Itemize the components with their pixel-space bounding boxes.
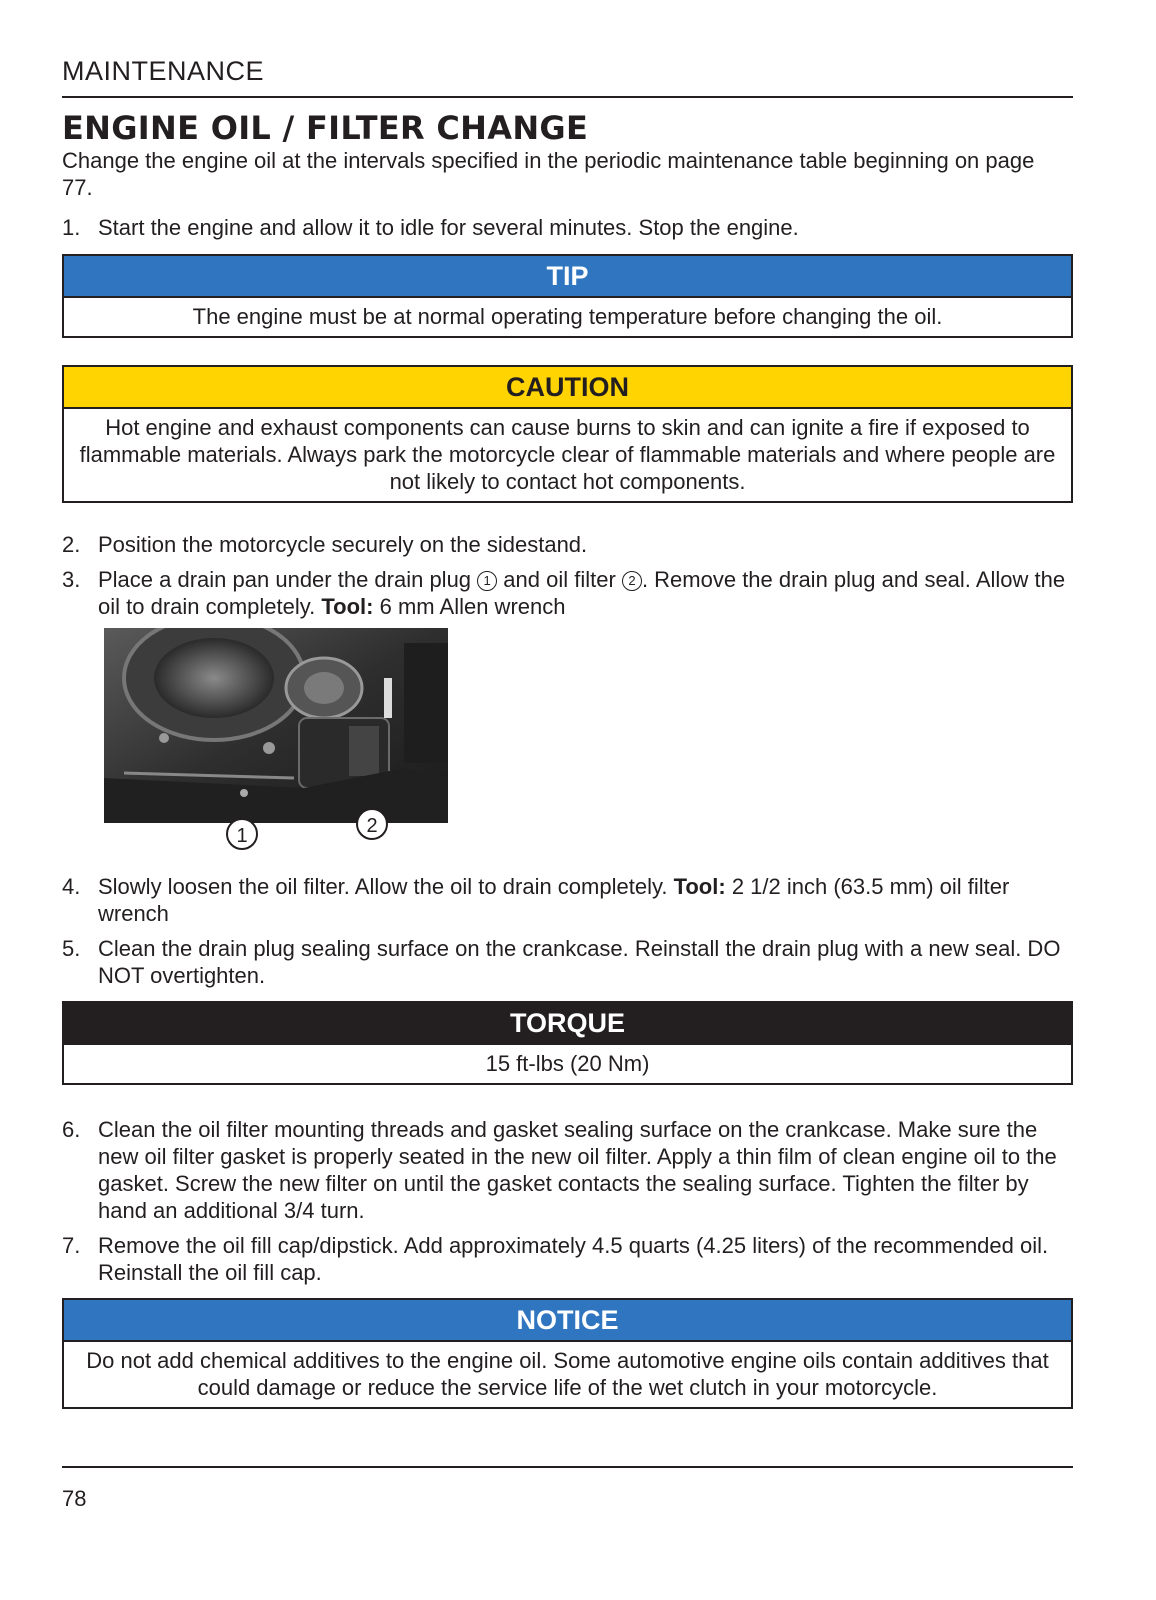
tip-heading: TIP (64, 256, 1071, 298)
page-number: 78 (62, 1486, 87, 1511)
step-2 (62, 531, 1073, 558)
caution-text: Hot engine and exhaust components can cause burns to skin and can ignite a fire if exposed to flammable materials. Always park the motorcycle clear of flammable materials and where people are not likely to contact hot components. (79, 415, 1056, 494)
tool-label: Tool: (321, 594, 374, 619)
step-1 (62, 214, 1073, 241)
callout-1: 1 (236, 825, 248, 847)
caution-heading: CAUTION (64, 367, 1071, 409)
step-number: 3. (62, 567, 81, 592)
section-header: MAINTENANCE (62, 56, 265, 86)
step-number: 4. (62, 874, 81, 899)
oil-filter-marker: 2 (622, 571, 642, 591)
step-text: Clean the drain plug sealing surface on the crankcase. Reinstall the drain plug with a new seal. DO NOT overtighten. (98, 936, 1061, 988)
intro-paragraph: Change the engine oil at the intervals specified in the periodic maintenance table beginning on page 77. (62, 148, 1035, 200)
step-number: 6. (62, 1117, 81, 1142)
engine-photo (104, 628, 448, 860)
torque-value: 15 ft-lbs (20 Nm) (485, 1051, 650, 1076)
step-text: Start the engine and allow it to idle for several minutes. Stop the engine. (98, 215, 799, 240)
step-text: Position the motorcycle securely on the sidestand. (98, 532, 588, 557)
tool-label: Tool: (673, 874, 726, 899)
caution-box (62, 365, 1073, 503)
step-number: 2. (62, 532, 81, 557)
step-text-part: and oil filter (503, 567, 616, 592)
notice-heading: NOTICE (64, 1300, 1071, 1342)
tip-box (62, 254, 1073, 338)
step-text-part: . Remove the drain plug and seal. Allow the oil to drain completely. (98, 567, 1066, 619)
step-5 (62, 935, 1073, 989)
step-text-part: Place a drain pan under the drain plug (98, 567, 472, 592)
drain-plug-marker: 1 (477, 571, 497, 591)
step-text (98, 873, 1073, 927)
tip-text: The engine must be at normal operating temperature before changing the oil. (192, 304, 943, 329)
footer-rule (62, 1466, 1073, 1468)
step-7 (62, 1232, 1073, 1286)
engine-drawing (104, 628, 448, 860)
step-number: 1. (62, 215, 81, 240)
step-number: 5. (62, 936, 81, 961)
step-3 (62, 566, 1073, 620)
tool-value: 6 mm Allen wrench (379, 594, 566, 619)
step-6 (62, 1116, 1073, 1224)
notice-box (62, 1298, 1073, 1409)
step-4 (62, 873, 1073, 927)
callout-2: 2 (366, 815, 378, 837)
header-rule (62, 96, 1073, 98)
step-number: 7. (62, 1233, 81, 1258)
torque-heading: TORQUE (64, 1003, 1071, 1045)
tool-value: 2 1/2 inch (63.5 mm) oil filter wrench (98, 874, 1010, 926)
torque-box (62, 1001, 1073, 1085)
step-text: Clean the oil filter mounting threads and gasket sealing surface on the crankcase. Make sure the new oil filter gasket is properly seated in the new oil filter. Apply a thin film of clean engine oil to the gasket. Screw the new filter on until the gasket contacts the sealing surface. Tighten the filter by hand an additional 3/4 turn. (98, 1117, 1057, 1223)
step-text: Remove the oil fill cap/dipstick. Add approximately 4.5 quarts (4.25 liters) of the recommended oil. Reinstall the oil fill cap. (98, 1233, 1049, 1285)
step-text-part: Slowly loosen the oil filter. Allow the oil to drain completely. (98, 874, 668, 899)
page-title: ENGINE OIL / FILTER CHANGE (62, 109, 589, 147)
notice-text: Do not add chemical additives to the engine oil. Some automotive engine oils contain additives that could damage or reduce the service life of the wet clutch in your motorcycle. (86, 1348, 1049, 1400)
step-text (98, 566, 1073, 620)
